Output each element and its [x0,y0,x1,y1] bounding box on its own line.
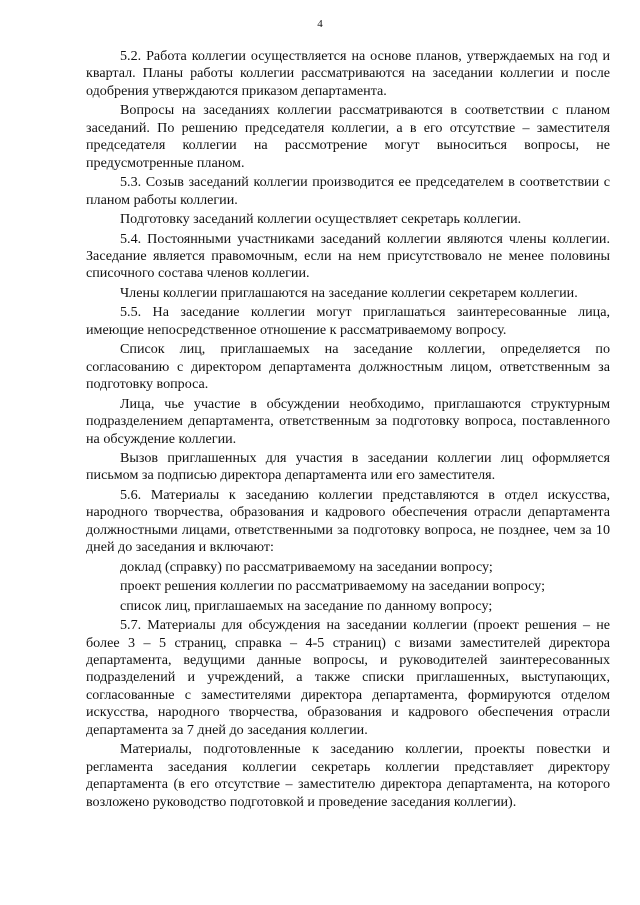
paragraph-5-5-participants: Лица, чье участие в обсуждении необходимо, приглашаются структурным подразделением департамента, ответственным за подготовку вопроса, поставленного на обсуждение коллегии. [86,395,610,447]
paragraph-5-4-members: Члены коллегии приглашаются на заседание коллегии секретарем коллегии. [120,284,578,301]
paragraph-5-5: 5.5. На заседание коллегии могут приглашаться заинтересованные лица, имеющие непосредственное отношение к рассматриваемому вопросу. [86,304,610,338]
paragraph-5-2-questions: Вопросы на заседаниях коллегии рассматриваются в соответствии с планом заседаний. По решению председателя коллегии, а в его отсутствие – заместителя председателя коллегии на рассмотрение могут выноситься вопросы, не предусмотренные планом. [86,102,610,171]
paragraph-5-3-secretary: Подготовку заседаний коллегии осуществляет секретарь коллегии. [120,211,522,228]
page-number: 4 [317,18,323,30]
paragraph-5-7-materials: Материалы, подготовленные к заседанию коллегии, проекты повестки и регламента заседания коллегии секретарь коллегии представляет директору департамента (в его отсутствие – заместителю директора департамента, на которого возложено руководство подготовкой и проведение заседания коллегии). [86,741,610,810]
list-item-draft-decision: проект решения коллегии по рассматриваемому на заседании вопросу; [120,578,545,595]
paragraph-5-3: 5.3. Созыв заседаний коллегии производится ее председателем в соответствии с планом работы коллегии. [86,174,610,208]
paragraph-5-5-invitation: Вызов приглашенных для участия в заседании коллегии лиц оформляется письмом за подписью директора департамента или его заместителя. [86,449,610,484]
list-item-report: доклад (справку) по рассматриваемому на заседании вопросу; [120,558,493,575]
paragraph-5-4: 5.4. Постоянными участниками заседаний коллегии являются члены коллегии. Заседание является правомочным, если на нем присутствовало не менее половины списочного состава членов коллегии. [86,230,610,282]
paragraph-5-6: 5.6. Материалы к заседанию коллегии представляются в отдел искусства, народного творчества, образования и кадрового обеспечения отрасли департамента должностными лицами, ответственными за подготовку вопроса, не позднее, чем за 10 дней до заседания и включают: [86,486,610,556]
paragraph-5-5-list: Список лиц, приглашаемых на заседание коллегии, определяется по согласованию с директором департамента должностным лицом, ответственным за подготовку вопроса. [86,341,610,393]
paragraph-5-2: 5.2. Работа коллегии осуществляется на основе планов, утверждаемых на год и квартал. Планы работы коллегии рассматриваются на заседании коллегии и после одобрения утверждаются приказом департамента. [86,48,610,99]
list-item-invitees: список лиц, приглашаемых на заседание по данному вопросу; [120,597,493,614]
paragraph-5-7: 5.7. Материалы для обсуждения на заседании коллегии (проект решения – не более 3 – 5 страниц, справка – 4-5 страниц) с визами заместителей директора департамента, ведущими данные вопросы, и руководителей заинтересованных подразделений и учреждений, а также списки приглашенных, выступающих, согласованные с заместителями директора департамента, формируются отделом искусства, народного творчества, образования и кадрового обеспечения отрасли департамента за 7 дней до заседания коллегии. [86,617,610,738]
document-body [86,48,610,813]
